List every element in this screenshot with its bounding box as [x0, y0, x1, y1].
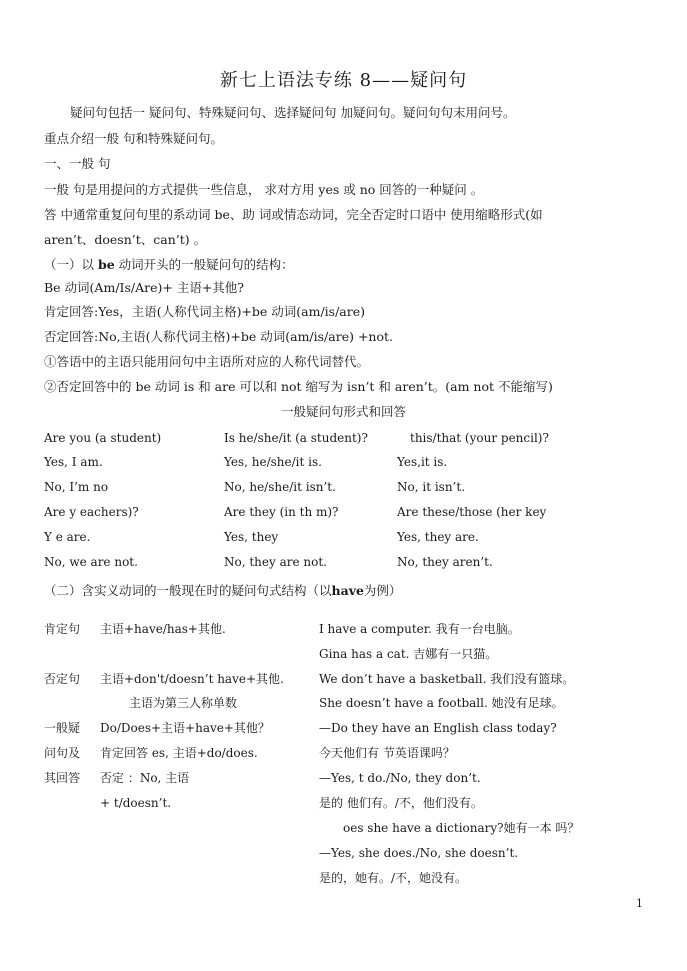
negative-answer-rule: 否定回答:No,主语(人称代词主格)+be 动词(am/is/are) +not.	[44, 329, 393, 344]
table-cell: Yes, they are.	[397, 530, 479, 544]
row-label: 肯定句	[44, 622, 81, 636]
section-1-definition-2: 答 中通常重复问句里的系动词 be、助 词或情态动词，完全否定时口语中 使用缩略形式(如	[44, 207, 543, 222]
row-example: I have a computer. 我有一台电脑。	[319, 622, 520, 636]
table-cell: Y e are.	[44, 530, 91, 544]
positive-answer-rule: 肯定回答:Yes，主语(人称代词主格)+be 动词(am/is/are)	[44, 304, 366, 319]
part-1-heading-post: 动词开头的一般疑问句的结构：	[114, 257, 294, 272]
row-example: —Do they have an English class today?	[319, 721, 557, 735]
table-cell: No, I’m no	[44, 480, 109, 494]
page-number: 1	[636, 897, 643, 910]
row-example: 今天他们有 节英语课吗？	[319, 746, 455, 760]
table-title: 一般疑问句形式和回答	[280, 404, 406, 419]
section-1-definition-1: 一般 句是用提问的方式提供一些信息， 求对方用 yes 或 no 回答的一种疑问 。	[44, 182, 484, 197]
row-rule: 否定 ：No, 主语	[100, 771, 190, 785]
row-rule: 主语为第三人称单数	[129, 696, 238, 710]
row-rule: 主语+have/has+其他.	[100, 622, 226, 636]
row-label: 问句及	[44, 746, 81, 760]
note-1: ①答语中的主语只能用问句中主语所对应的人称代词替代。	[44, 354, 370, 369]
table-cell: Yes, they	[224, 530, 279, 544]
row-label: 一般疑	[44, 721, 81, 735]
row-example: She doesn’t have a football. 她没有足球。	[319, 696, 564, 710]
table-cell: Are they (in th m)?	[224, 505, 339, 519]
row-rule: Do/Does+主语+have+其他？	[100, 721, 270, 735]
table-cell: Are you (a student)	[44, 431, 162, 445]
intro-line-1: 疑问句包括一 疑问句、特殊疑问句、选择疑问句 加疑问句。疑问句句末用问号。	[70, 105, 516, 120]
row-example: We don’t have a basketball. 我们没有篮球。	[319, 672, 575, 686]
intro-line-2: 重点介绍一般 句和特殊疑问句。	[44, 131, 223, 146]
row-rule: + t/doesn’t.	[100, 796, 172, 810]
row-example: —Yes, she does./No, she doesn’t.	[319, 846, 519, 860]
page-title: 新七上语法专练 8——疑问句	[219, 70, 468, 91]
be-structure: Be 动词(Am/Is/Are)+ 主语+其他?	[44, 280, 244, 295]
table-cell: Are these/those (her key	[397, 505, 547, 519]
part-2-heading-post: 为例）	[363, 583, 402, 598]
row-rule: 主语+don't/doesn’t have+其他.	[100, 672, 284, 686]
row-label: 否定句	[44, 672, 81, 686]
table-cell: No, they aren’t.	[397, 555, 493, 569]
part-1-heading-bold: be	[97, 257, 115, 272]
table-cell: Yes, he/she/it is.	[224, 455, 322, 469]
note-2: ②否定回答中的 be 动词 is 和 are 可以和 not 缩写为 isn’t 和 aren’t。(am not 不能缩写)	[44, 379, 553, 394]
table-cell: Are y eachers)?	[44, 505, 139, 519]
row-label: 其回答	[44, 771, 81, 785]
table-cell: No, he/she/it isn’t.	[224, 480, 336, 494]
row-example: Gina has a cat. 吉娜有一只猫。	[319, 647, 498, 661]
section-1-definition-3: aren’t、doesn’t、can’t) 。	[44, 232, 207, 247]
table-cell: Yes, I am.	[44, 455, 103, 469]
table-cell: No, it isn’t.	[397, 480, 466, 494]
row-rule: 肯定回答 es, 主语+do/does.	[100, 746, 258, 760]
part-2-heading-bold: have	[331, 583, 364, 598]
part-1-heading	[44, 256, 294, 274]
part-2-heading-pre: （二）含实义动词的一般现在时的疑问句式结构（以	[44, 583, 332, 598]
row-example: 是的，她有。/不，她没有。	[319, 871, 468, 885]
table-cell: this/that (your pencil)?	[410, 431, 549, 445]
table-cell: No, they are not.	[224, 555, 327, 569]
row-example: 是的 他们有。/不，他们没有。	[319, 796, 483, 810]
part-1-heading-pre: （一）以	[44, 257, 98, 272]
table-cell: Is he/she/it (a student)?	[224, 431, 368, 445]
row-example: oes she have a dictionary?她有一本 吗？	[343, 821, 580, 835]
table-cell: No, we are not.	[44, 555, 138, 569]
section-1-heading: 一、一般 句	[44, 156, 111, 171]
table-cell: Yes,it is.	[397, 455, 448, 469]
part-2-heading	[44, 582, 401, 600]
row-example: —Yes, t do./No, they don’t.	[319, 771, 481, 785]
